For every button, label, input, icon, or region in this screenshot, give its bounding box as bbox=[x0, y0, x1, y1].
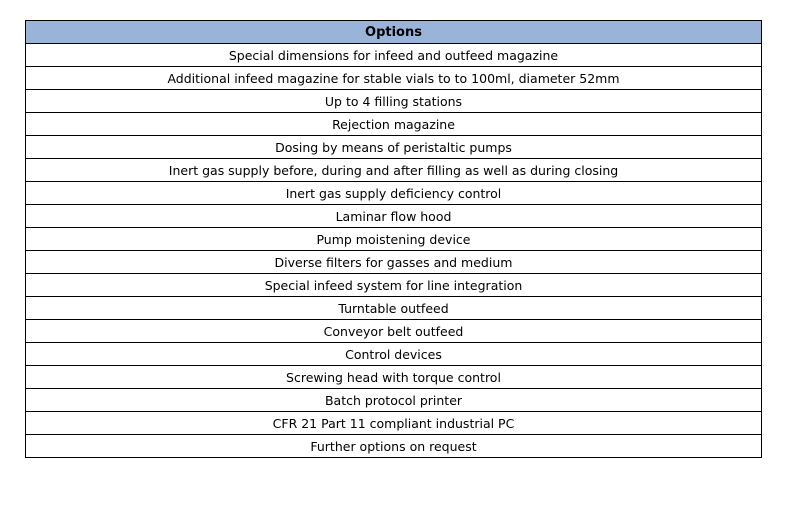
table-row bbox=[26, 412, 762, 435]
table-row bbox=[26, 67, 762, 90]
option-cell: Screwing head with torque control bbox=[26, 366, 762, 389]
table-row bbox=[26, 136, 762, 159]
option-cell: Laminar flow hood bbox=[26, 205, 762, 228]
table-row bbox=[26, 389, 762, 412]
option-cell: Additional infeed magazine for stable vials to to 100ml, diameter 52mm bbox=[26, 67, 762, 90]
option-cell: Pump moistening device bbox=[26, 228, 762, 251]
option-cell: Conveyor belt outfeed bbox=[26, 320, 762, 343]
table-row bbox=[26, 435, 762, 458]
option-cell: Inert gas supply deficiency control bbox=[26, 182, 762, 205]
table-row bbox=[26, 274, 762, 297]
table-row bbox=[26, 228, 762, 251]
option-cell: Special infeed system for line integration bbox=[26, 274, 762, 297]
option-cell: Inert gas supply before, during and after filling as well as during closing bbox=[26, 159, 762, 182]
option-cell: Turntable outfeed bbox=[26, 297, 762, 320]
option-cell: Further options on request bbox=[26, 435, 762, 458]
table-row bbox=[26, 90, 762, 113]
table-row bbox=[26, 159, 762, 182]
table-row bbox=[26, 182, 762, 205]
option-cell: CFR 21 Part 11 compliant industrial PC bbox=[26, 412, 762, 435]
options-table bbox=[25, 20, 762, 458]
option-cell: Rejection magazine bbox=[26, 113, 762, 136]
table-row bbox=[26, 297, 762, 320]
option-cell: Up to 4 filling stations bbox=[26, 90, 762, 113]
table-row bbox=[26, 113, 762, 136]
options-table-body bbox=[26, 44, 762, 458]
option-cell: Dosing by means of peristaltic pumps bbox=[26, 136, 762, 159]
table-row bbox=[26, 366, 762, 389]
option-cell: Batch protocol printer bbox=[26, 389, 762, 412]
option-cell: Diverse filters for gasses and medium bbox=[26, 251, 762, 274]
options-header: Options bbox=[26, 21, 762, 44]
option-cell: Special dimensions for infeed and outfeed magazine bbox=[26, 44, 762, 67]
table-row bbox=[26, 251, 762, 274]
options-table-head bbox=[26, 21, 762, 44]
table-row bbox=[26, 343, 762, 366]
option-cell: Control devices bbox=[26, 343, 762, 366]
table-row bbox=[26, 205, 762, 228]
table-row bbox=[26, 44, 762, 67]
header-row bbox=[26, 21, 762, 44]
table-row bbox=[26, 320, 762, 343]
